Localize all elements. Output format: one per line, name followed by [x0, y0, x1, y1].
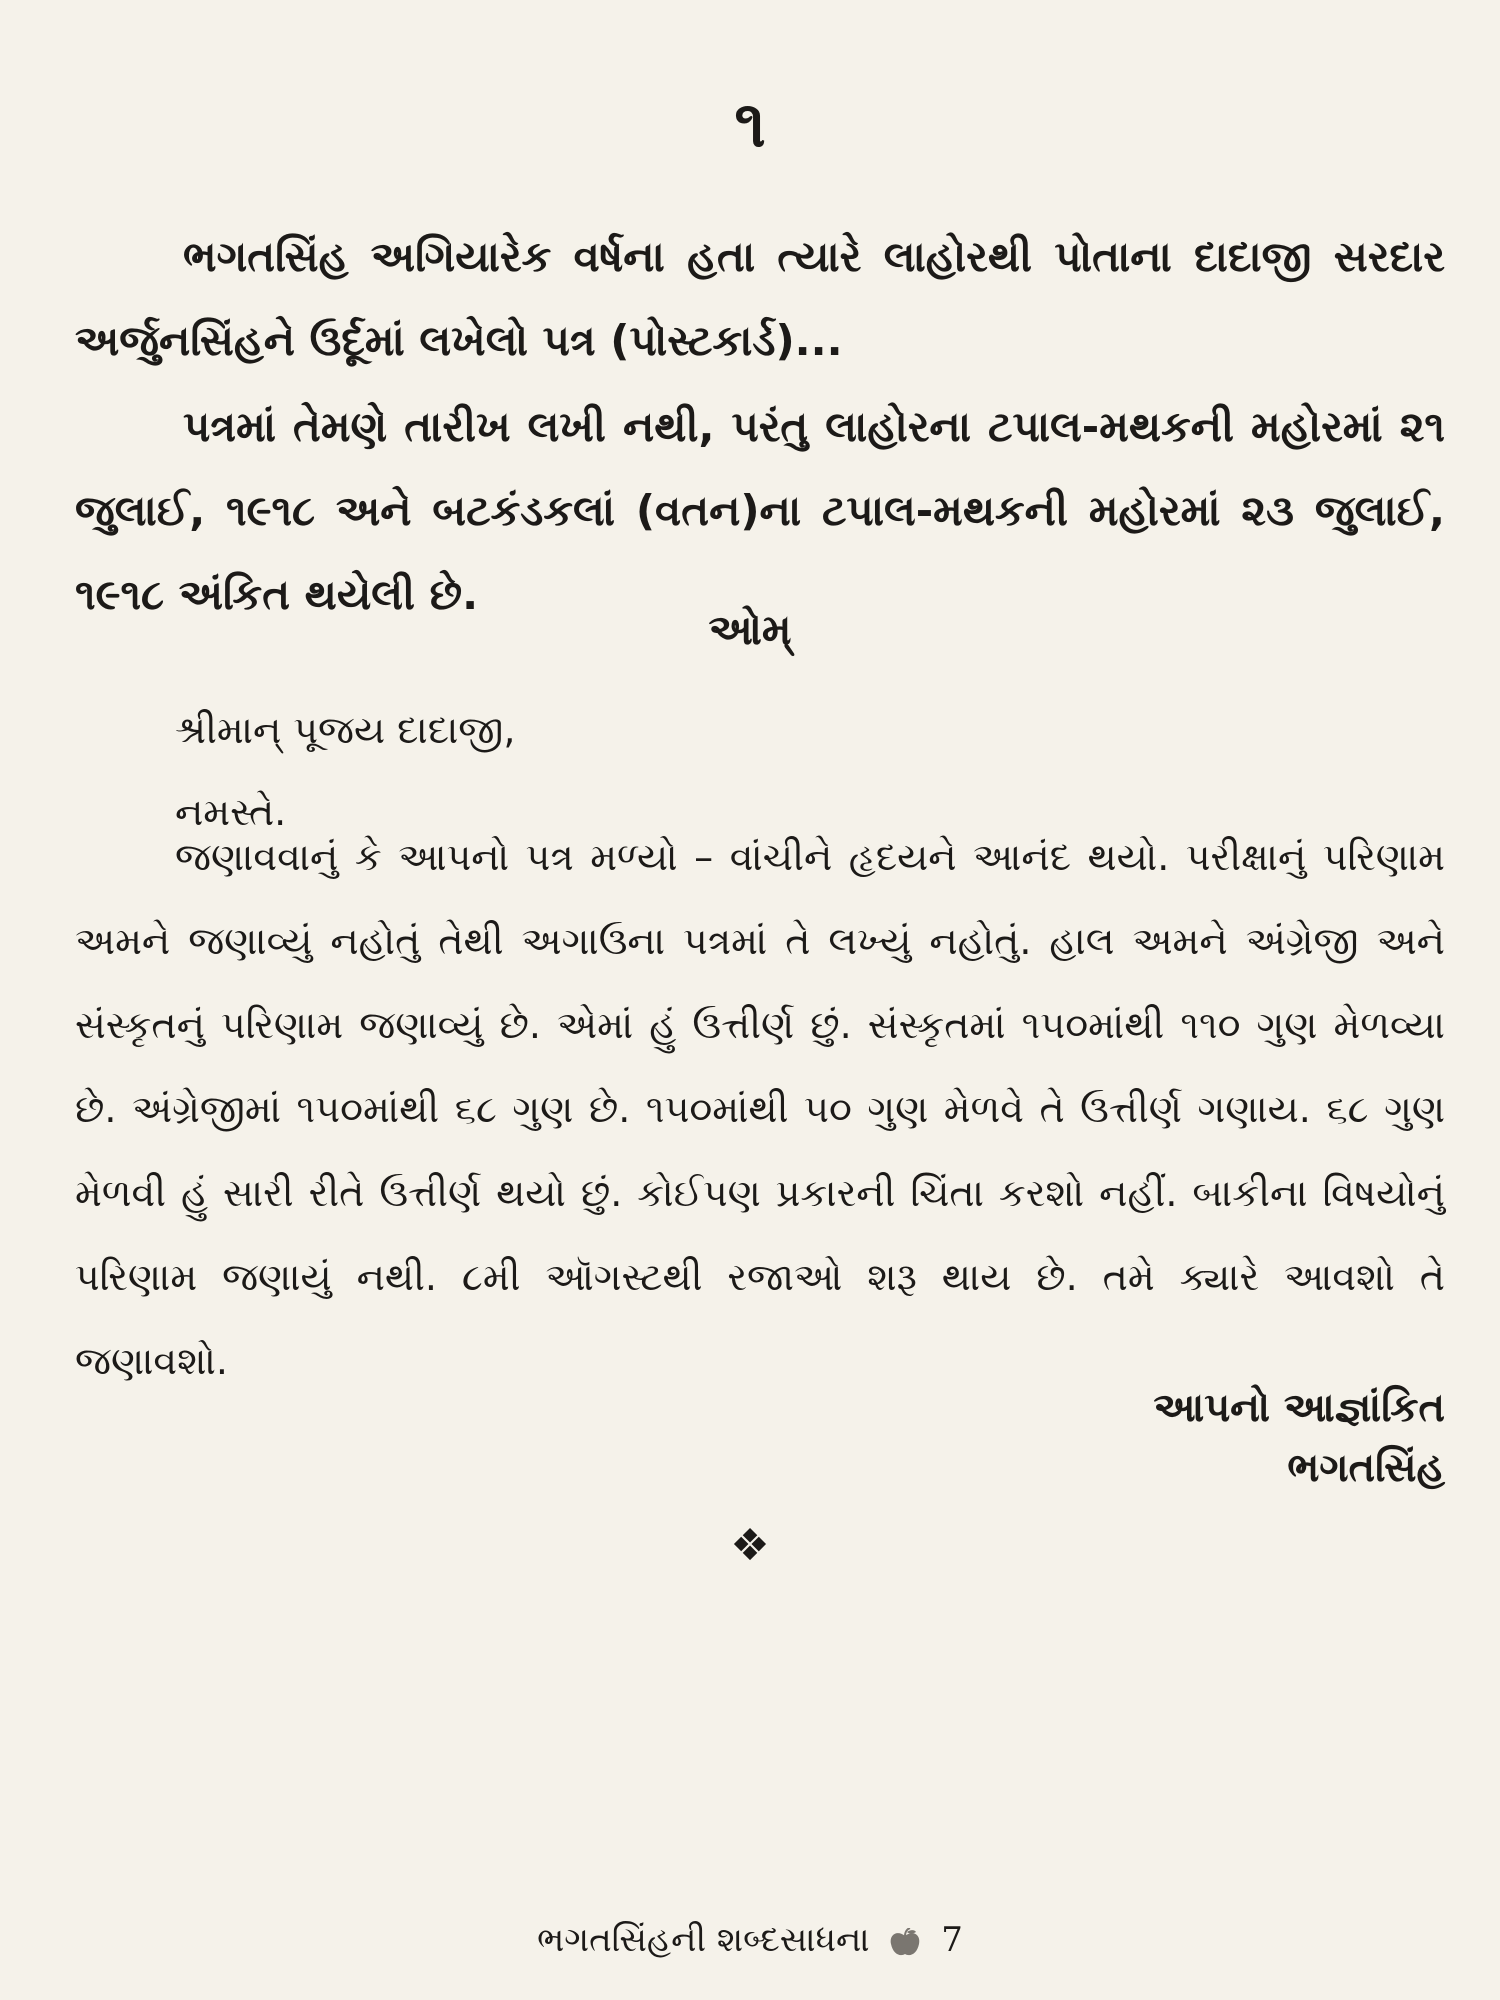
intro-paragraph-1: ભગતસિંહ અગિયારેક વર્ષના હતા ત્યારે લાહોરથી પોતાના દાદાજી સરદાર અર્જુનસિંહને ઉર્દૂમાં લખેલો પત્ર (પોસ્ટકાર્ડ)... — [75, 232, 1445, 365]
letter-closing: આપનો આજ્ઞાંકિત — [1153, 1385, 1445, 1431]
page-footer — [0, 1920, 1500, 1960]
intro-paragraph-2: પત્રમાં તેમણે તારીખ લખી નથી, પરંતુ લાહોરના ટપાલ-મથકની મહોરમાં ૨૧ જુલાઈ, ૧૯૧૮ અને બટકંડકલાં (વતન)ના ટપાલ-મથકની મહોરમાં ૨૩ જુલાઈ, ૧૯૧૮ અંકિત થયેલી છે. — [75, 402, 1445, 619]
letter-signature: ભગતસિંહ — [1287, 1445, 1445, 1491]
page-number: 7 — [941, 1920, 963, 1960]
letter-heading: ઓમ્ — [708, 605, 792, 654]
intro-paragraph-2-block — [75, 385, 1445, 637]
letter-body: જણાવવાનું કે આપનો પત્ર મળ્યો – વાંચીને હૃદયને આનંદ થયો. પરીક્ષાનું પરિણામ અમને જણાવ્યું નહોતું તેથી અગાઉના પત્રમાં તે લખ્યું નહોતું. હાલ અમને અંગ્રેજી અને સંસ્કૃતનું પરિણામ જણાવ્યું છે. એમાં હું ઉત્તીર્ણ છું. સંસ્કૃતમાં ૧૫૦માંથી ૧૧૦ ગુણ મેળવ્યા છે. અંગ્રેજીમાં ૧૫૦માંથી ૬૮ ગુણ છે. ૧૫૦માંથી ૫૦ ગુણ મેળવે તે ઉત્તીર્ણ ગણાય. ૬૮ ગુણ મેળવી હું સારી રીતે ઉત્તીર્ણ થયો છું. કોઈપણ પ્રકારની ચિંતા કરશો નહીં. બાકીના વિષયોનું પરિણામ જણાયું નથી. ૮મી ઑગસ્ટથી રજાઓ શરૂ થાય છે. તમે ક્યારે આવશો તે જણાવશો. — [75, 835, 1445, 1383]
letter-greeting: નમસ્તે. — [175, 790, 287, 834]
apple-icon — [888, 1927, 922, 1957]
letter-signoff — [1153, 1378, 1445, 1498]
intro-paragraph-1-block — [75, 215, 1445, 383]
letter-salutation: શ્રીમાન્ પૂજય દાદાજી, — [175, 708, 516, 752]
section-ornament-icon: ❖ — [730, 1520, 770, 1571]
letter-body-block — [75, 815, 1445, 1403]
chapter-number: ૧ — [734, 88, 766, 162]
footer-book-title: ભગતસિંહની શબ્દસાધના — [537, 1920, 870, 1960]
